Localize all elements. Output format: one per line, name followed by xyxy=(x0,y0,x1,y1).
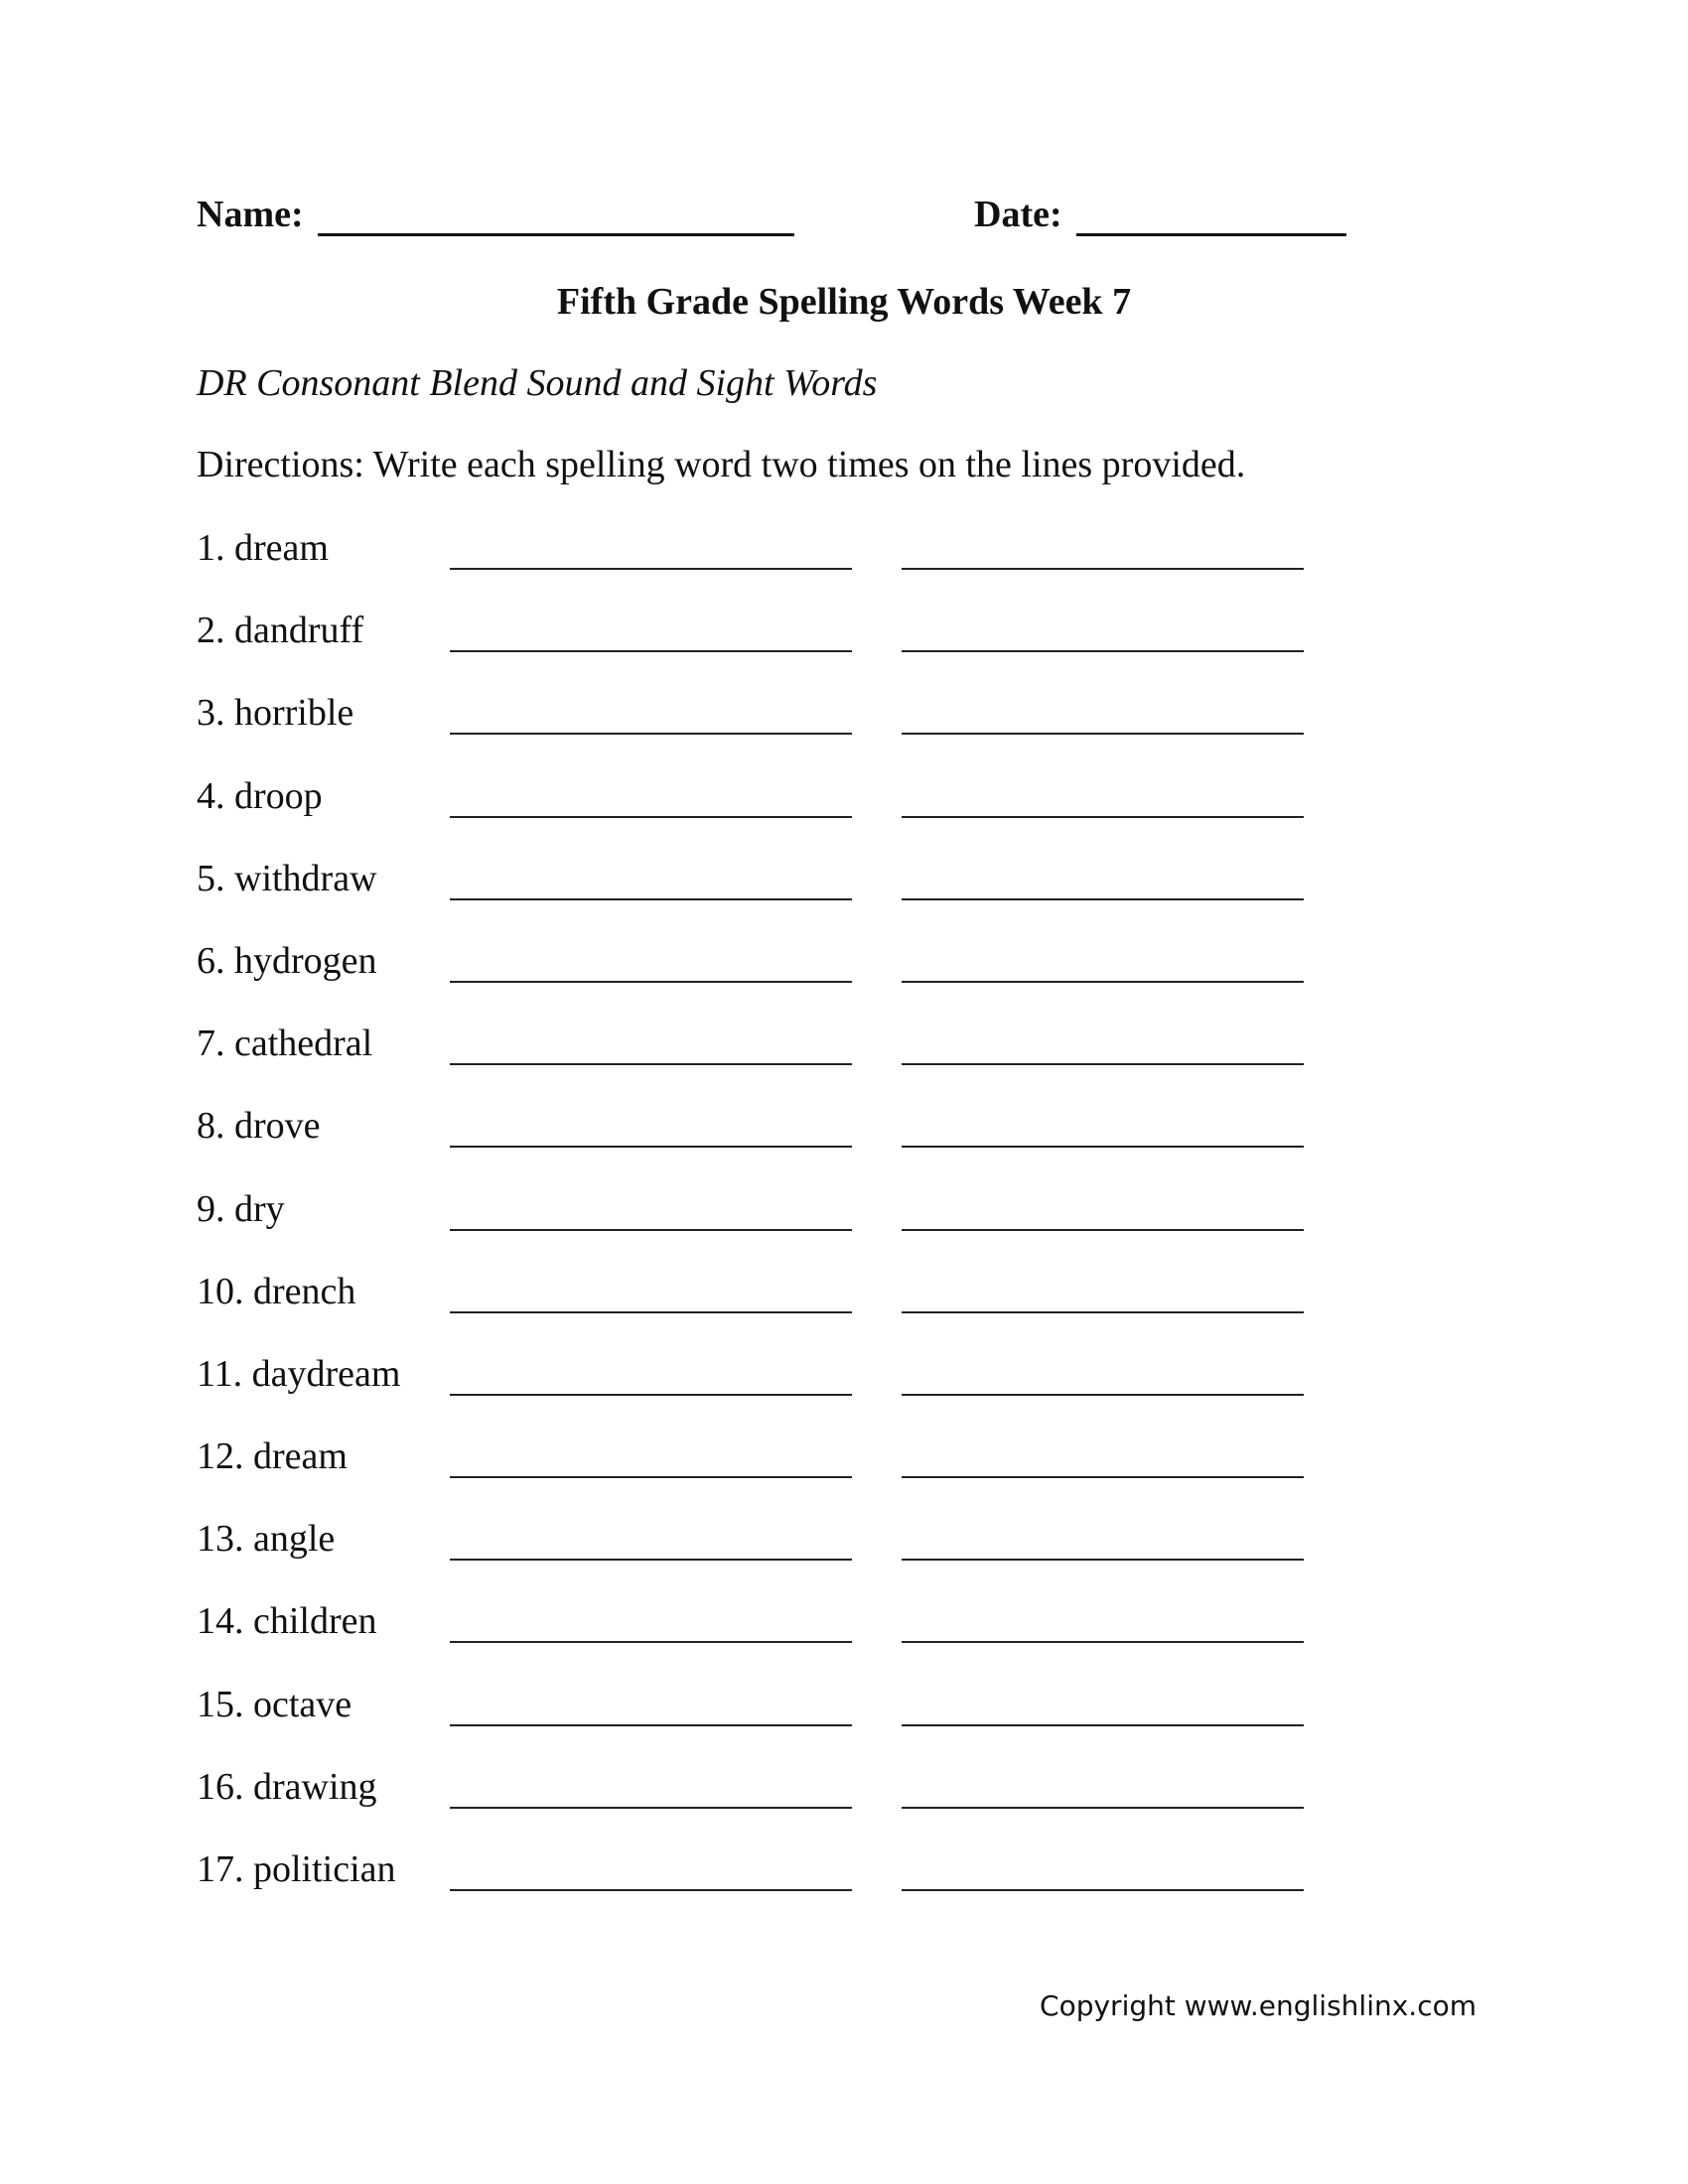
word-row xyxy=(197,855,1388,937)
spelling-word-label: 12. dream xyxy=(197,1435,348,1478)
writing-line-second[interactable] xyxy=(902,1724,1304,1726)
worksheet-subtitle: DR Consonant Blend Sound and Sight Words xyxy=(197,362,878,404)
word-row xyxy=(197,1433,1388,1515)
spelling-word-label: 17. politician xyxy=(197,1848,396,1890)
word-row xyxy=(197,1020,1388,1102)
writing-line-second[interactable] xyxy=(902,816,1304,818)
directions-text: Directions: Write each spelling word two times on the lines provided. xyxy=(197,444,1246,485)
writing-line-second[interactable] xyxy=(902,1807,1304,1809)
date-blank-line[interactable] xyxy=(1076,194,1346,236)
writing-line-first[interactable] xyxy=(450,1394,852,1396)
writing-line-first[interactable] xyxy=(450,816,852,818)
word-row xyxy=(197,607,1388,689)
word-row xyxy=(197,937,1388,1020)
writing-line-second[interactable] xyxy=(902,1889,1304,1891)
spelling-word-label: 3. horrible xyxy=(197,692,354,735)
spelling-word-label: 4. droop xyxy=(197,774,323,817)
writing-line-second[interactable] xyxy=(902,1559,1304,1561)
writing-line-second[interactable] xyxy=(902,650,1304,652)
writing-line-second[interactable] xyxy=(902,1311,1304,1313)
writing-line-second[interactable] xyxy=(902,1641,1304,1643)
writing-line-first[interactable] xyxy=(450,981,852,983)
writing-line-second[interactable] xyxy=(902,1229,1304,1231)
word-row xyxy=(197,1515,1388,1597)
word-row xyxy=(197,1350,1388,1433)
spelling-word-label: 2. dandruff xyxy=(197,610,364,652)
writing-line-second[interactable] xyxy=(902,981,1304,983)
word-row xyxy=(197,1597,1388,1680)
writing-line-first[interactable] xyxy=(450,1063,852,1065)
spelling-word-label: 5. withdraw xyxy=(197,857,377,899)
word-row xyxy=(197,1763,1388,1845)
spelling-word-label: 9. dry xyxy=(197,1187,285,1230)
spelling-word-label: 16. drawing xyxy=(197,1765,377,1808)
writing-line-first[interactable] xyxy=(450,568,852,570)
writing-line-first[interactable] xyxy=(450,733,852,735)
name-blank-line[interactable] xyxy=(318,194,794,236)
writing-line-first[interactable] xyxy=(450,1724,852,1726)
date-label: Date: xyxy=(974,194,1062,235)
writing-line-first[interactable] xyxy=(450,650,852,652)
spelling-word-label: 6. hydrogen xyxy=(197,939,377,982)
word-row xyxy=(197,1845,1388,1928)
spelling-word-label: 8. drove xyxy=(197,1105,321,1148)
word-row xyxy=(197,689,1388,771)
writing-line-first[interactable] xyxy=(450,1807,852,1809)
writing-line-first[interactable] xyxy=(450,1311,852,1313)
writing-line-first[interactable] xyxy=(450,1889,852,1891)
writing-line-first[interactable] xyxy=(450,898,852,900)
writing-line-second[interactable] xyxy=(902,733,1304,735)
word-row xyxy=(197,1681,1388,1763)
writing-line-first[interactable] xyxy=(450,1476,852,1478)
date-field xyxy=(974,193,1346,236)
spelling-word-label: 1. dream xyxy=(197,527,329,569)
spelling-word-label: 14. children xyxy=(197,1600,377,1643)
spelling-word-label: 7. cathedral xyxy=(197,1023,373,1065)
spelling-word-label: 15. octave xyxy=(197,1683,352,1725)
word-row xyxy=(197,1185,1388,1268)
writing-line-second[interactable] xyxy=(902,1394,1304,1396)
spelling-word-label: 10. drench xyxy=(197,1270,356,1312)
name-field xyxy=(197,193,794,236)
word-row xyxy=(197,1102,1388,1184)
spelling-word-label: 11. daydream xyxy=(197,1352,401,1395)
name-label: Name: xyxy=(197,194,304,235)
word-row xyxy=(197,524,1388,607)
header-row xyxy=(197,193,1348,252)
writing-line-second[interactable] xyxy=(902,898,1304,900)
writing-line-second[interactable] xyxy=(902,568,1304,570)
worksheet-title: Fifth Grade Spelling Words Week 7 xyxy=(556,281,1132,323)
writing-line-second[interactable] xyxy=(902,1063,1304,1065)
writing-line-second[interactable] xyxy=(902,1146,1304,1148)
word-row xyxy=(197,1268,1388,1350)
spelling-word-list xyxy=(197,524,1388,1928)
spelling-word-label: 13. angle xyxy=(197,1518,336,1561)
word-row xyxy=(197,772,1388,855)
writing-line-first[interactable] xyxy=(450,1559,852,1561)
writing-line-second[interactable] xyxy=(902,1476,1304,1478)
writing-line-first[interactable] xyxy=(450,1229,852,1231)
copyright-notice: Copyright www.englishlinx.com xyxy=(1040,1989,1477,2022)
writing-line-first[interactable] xyxy=(450,1146,852,1148)
writing-line-first[interactable] xyxy=(450,1641,852,1643)
